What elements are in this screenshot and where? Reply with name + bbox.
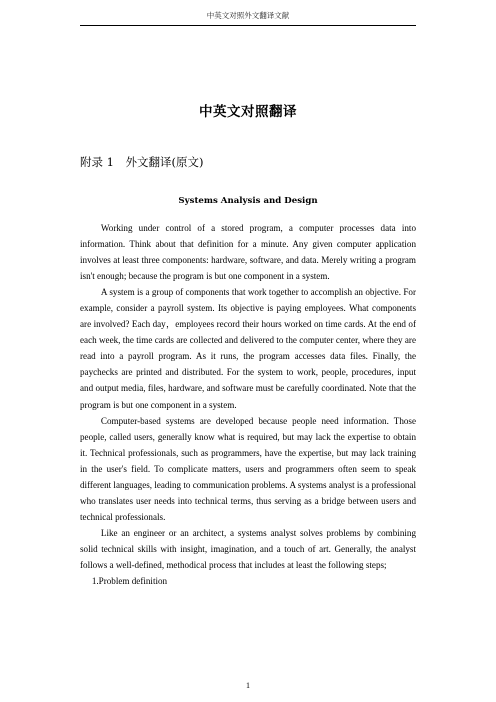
list-item-problem-definition: 1.Problem definition <box>91 576 168 587</box>
section-title: Systems Analysis and Design <box>178 196 318 206</box>
page-number: 1 <box>246 681 250 690</box>
document-title: 中英文对照翻译 <box>199 104 297 120</box>
paragraph-1: Working under control of a stored program, a computer processes data into information. Think about that definition for a minute. Any given computer application involves at least three components: hardware, software, and data. Merely writing a program isn't enough; because the program is but one component in a system. <box>80 223 416 282</box>
running-header: 中英文对照外文翻译文献 <box>206 11 290 20</box>
body-text <box>80 220 416 589</box>
paragraph-4: Like an engineer or an architect, a systems analyst solves problems by combining solid technical skills with insight, imagination, and a touch of art. Generally, the analyst follows a well-defined, methodical process that includes at least the following steps; <box>80 527 416 570</box>
appendix-heading: 附录 1 外文翻译(原文) <box>80 155 204 169</box>
paragraph-2: A system is a group of components that work together to accomplish an objective. For example, consider a payroll system. Its objective is paying employees. What components are involved? Each day，employees record their hours worked on time cards. At the end of each week, the time cards are collected and delivered to the computer center, where they are read into a payroll program. As it runs, the program accesses data files. Finally, the paychecks are printed and distributed. For the system to work, people, procedures, input and output media, files, hardware, and software must be carefully coordinated. Note that the program is but one component in a system. <box>80 287 416 410</box>
header-rule <box>80 25 416 26</box>
paragraph-3: Computer-based systems are developed because people need information. Those people, called users, generally know what is required, but may lack the expertise to obtain it. Technical professionals, such as programmers, have the expertise, but may lack training in the user's field. To complicate matters, users and programmers often seem to speak different languages, leading to communication problems. A systems analyst is a professional who translates user needs into technical terms, thus serving as a bridge between users and technical professionals. <box>80 415 416 522</box>
